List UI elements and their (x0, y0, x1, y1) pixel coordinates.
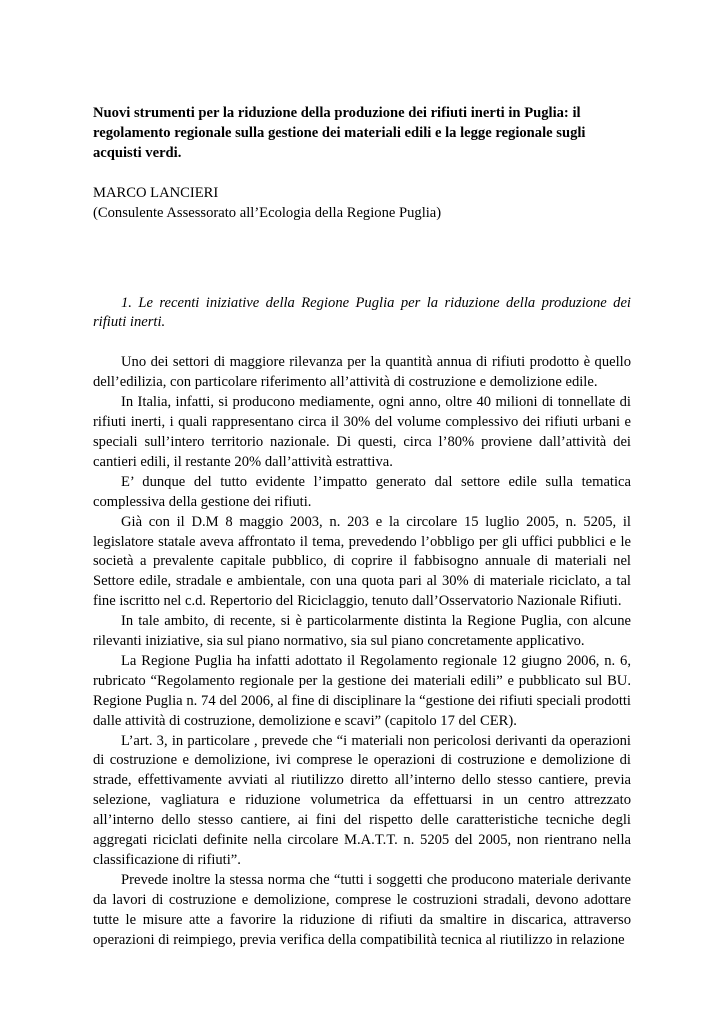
paragraph: E’ dunque del tutto evidente l’impatto generato dal settore edile sulla tematica complessiva della gestione dei rifiuti. (93, 473, 631, 510)
paragraph: In Italia, infatti, si producono mediamente, ogni anno, oltre 40 milioni di tonnellate di rifiuti inerti, i quali rappresentano circa il 30% del volume complessivo dei rifiuti urbani e speciali sull’intero territorio nazionale. Di questi, circa l’80% proviene dall’attività dei cantieri edili, il restante 20% dall’attività estrattiva. (93, 394, 631, 470)
document-page (93, 104, 631, 951)
author-name: MARCO LANCIERI (93, 184, 219, 201)
paragraph: L’art. 3, in particolare , prevede che “i materiali non pericolosi derivanti da operazioni di costruzione e demolizione, ivi comprese le operazioni di costruzione e demolizione di strade, effettivamente avviati al riutilizzo diretto all’interno dello stesso cantiere, previa selezione, vagliatura e riduzione volumetrica da effettuarsi in un centro attrezzato all’interno dello stesso cantiere, ai fini del rispetto delle caratteristiche tecniche degli aggregati riciclati definite nella circolare M.A.T.T. n. 5205 del 2005, non rientrano nella classificazione di rifiuti”. (93, 732, 631, 868)
paragraph: Già con il D.M 8 maggio 2003, n. 203 e la circolare 15 luglio 2005, n. 5205, il legislatore statale aveva affrontato il tema, prevedendo l’obbligo per gli uffici pubblici e le società a prevalente capitale pubblico, di coprire il fabbisogno annuale di materiali nel Settore edile, stradale e ambientale, con una quota pari al 30% di materiale riciclato, a tal fine iscritto nel c.d. Repertorio del Riciclaggio, tenuto dall’Osservatorio Nazionale Rifiuti. (93, 513, 631, 610)
document-title: Nuovi strumenti per la riduzione della produzione dei rifiuti inerti in Puglia: il regolamento regionale sulla gestione dei materiali edili e la legge regionale sugli acquisti verdi. (93, 105, 586, 161)
paragraph: La Regione Puglia ha infatti adottato il Regolamento regionale 12 giugno 2006, n. 6, rubricato “Regolamento regionale per la gestione dei materiali edili” e pubblicato sul BU. Regione Puglia n. 74 del 2006, al fine di disciplinare la “gestione dei rifiuti speciali prodotti dalle attività di costruzione, demolizione e scavi” (capitolo 17 del CER). (93, 652, 631, 729)
paragraph: Prevede inoltre la stessa norma che “tutti i soggetti che producono materiale derivante da lavori di costruzione e demolizione, comprese le costruzioni stradali, devono adottare tutte le misure atte a favorire la riduzione di rifiuti da smaltire in discarica, attraverso operazioni di reimpiego, previa verifica della compatibilità tecnica al riutilizzo in relazione (93, 871, 631, 948)
paragraph: In tale ambito, di recente, si è particolarmente distinta la Regione Puglia, con alcune rilevanti iniziative, sia sul piano normativo, sia sul piano concretamente applicativo. (93, 613, 631, 650)
section-heading: 1. Le recenti iniziative della Regione Puglia per la riduzione della produzione dei rifiuti inerti. (93, 294, 631, 331)
body-text (93, 353, 631, 950)
author-affiliation: (Consulente Assessorato all’Ecologia della Regione Puglia) (93, 204, 442, 221)
paragraph: Uno dei settori di maggiore rilevanza per la quantità annua di rifiuti prodotto è quello dell’edilizia, con particolare riferimento all’attività di costruzione e demolizione edile. (93, 354, 631, 391)
